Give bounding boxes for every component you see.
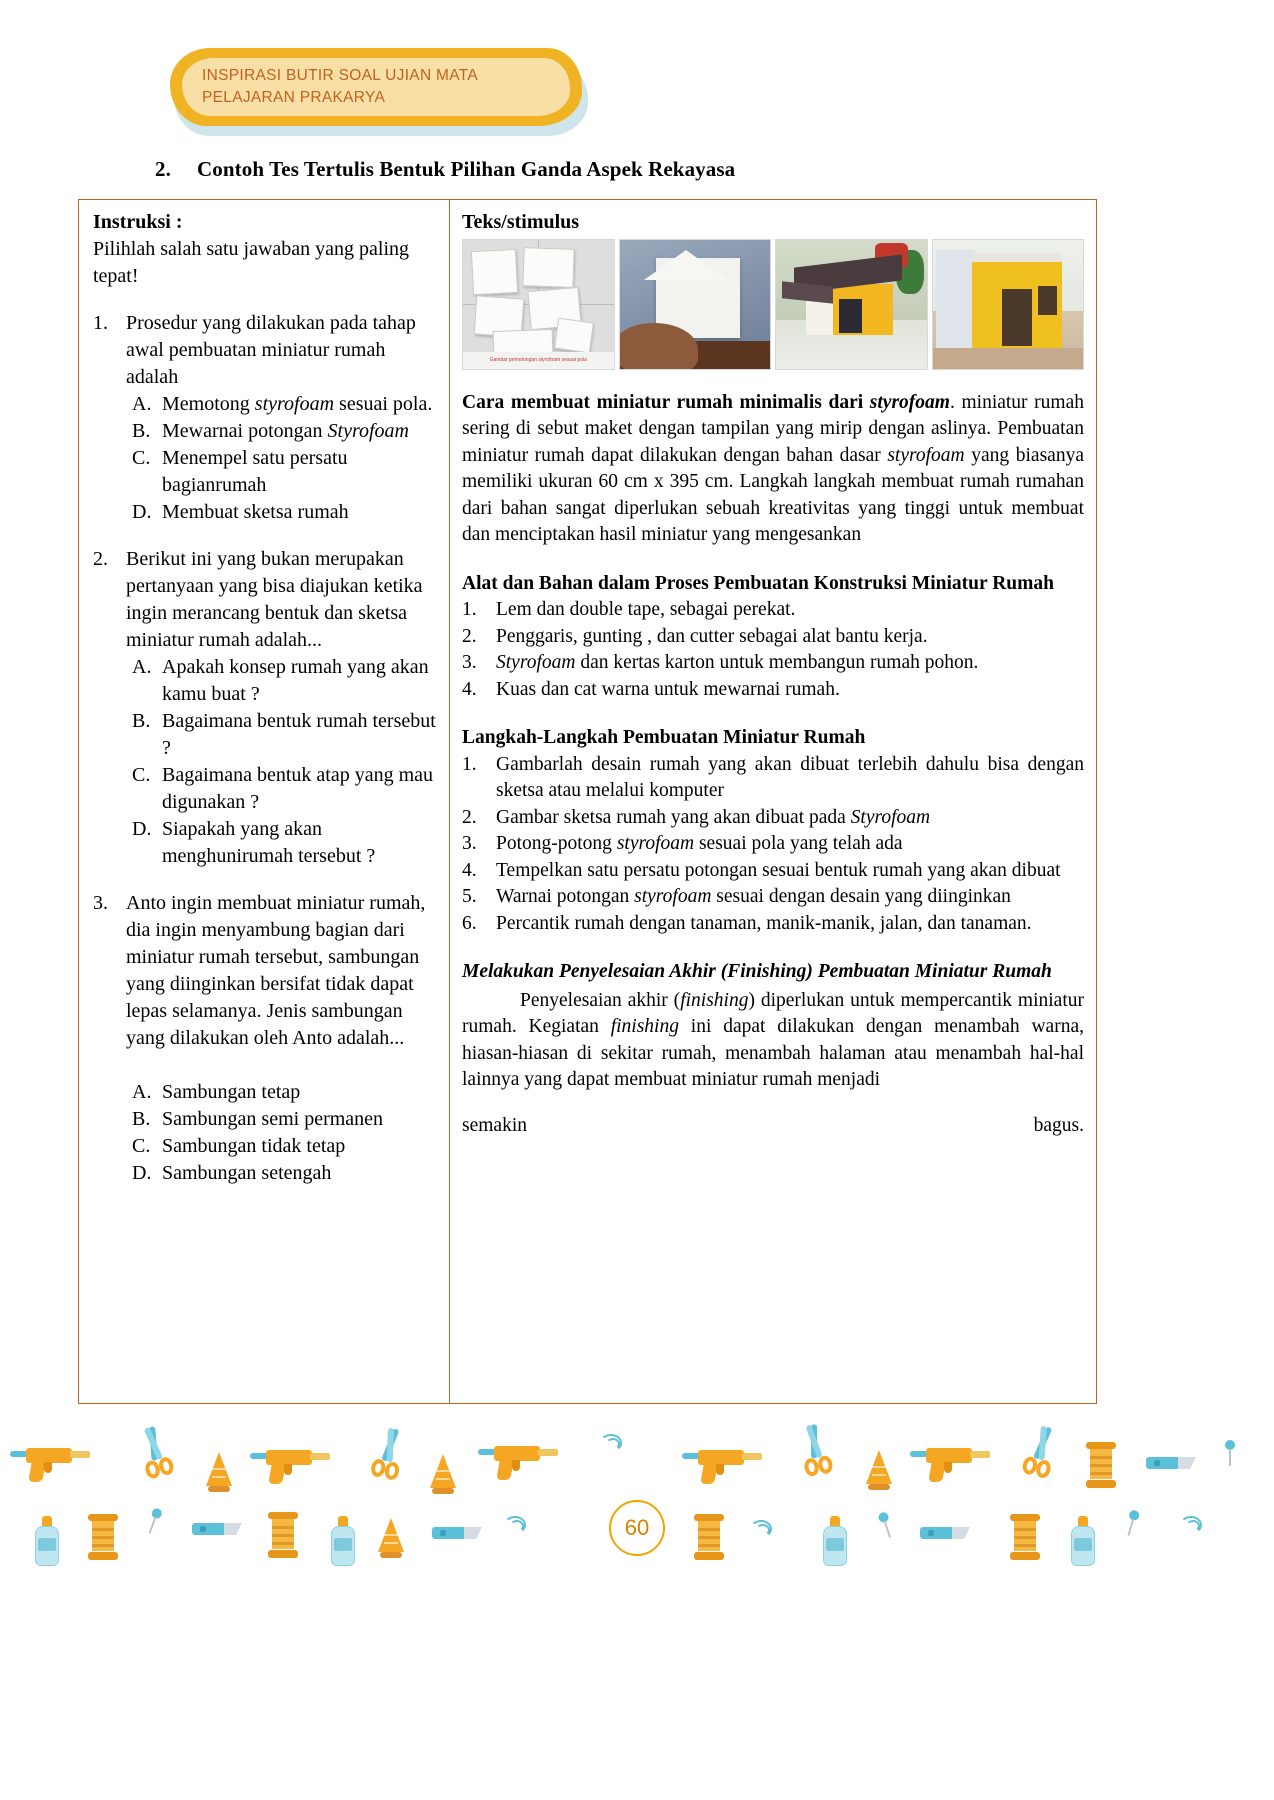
glue-bottle-icon bbox=[330, 1516, 356, 1566]
list-text: Gambarlah desain rumah yang akan dibuat terlebih dahulu bisa dengan sketsa atau melalui komputer bbox=[496, 753, 1084, 801]
option-letter: B. bbox=[132, 1108, 151, 1130]
thread-swirl-icon bbox=[504, 1516, 538, 1540]
cutter-knife-icon bbox=[192, 1520, 242, 1538]
tools-section-heading: Alat dan Bahan dalam Proses Pembuatan Konstruksi Miniatur Rumah bbox=[462, 572, 1054, 594]
scissors-icon bbox=[367, 1425, 412, 1487]
option-item[interactable] bbox=[126, 1079, 440, 1106]
question-item bbox=[93, 310, 440, 526]
question-list bbox=[93, 310, 440, 1187]
painted-miniature-house-photo bbox=[775, 239, 928, 370]
glue-gun-icon bbox=[918, 1442, 990, 1482]
stimulus-intro-paragraph bbox=[462, 390, 1084, 549]
steps-list bbox=[462, 752, 1084, 938]
list-number: 5. bbox=[462, 886, 477, 907]
cutter-knife-icon bbox=[920, 1524, 970, 1542]
list-text: Warnai potongan styrofoam sesuai dengan desain yang diinginkan bbox=[496, 886, 1011, 907]
thread-cone-icon bbox=[378, 1514, 404, 1558]
list-item bbox=[462, 650, 1084, 677]
banner-line-2: PELAJARAN PRAKARYA bbox=[202, 89, 386, 106]
list-text: Penggaris, gunting , dan cutter sebagai alat bantu kerja. bbox=[496, 625, 928, 647]
intro-bold-italic: styrofoam bbox=[869, 391, 950, 413]
option-text: Sambungan tidak tetap bbox=[162, 1135, 346, 1157]
thread-cone-icon bbox=[206, 1448, 232, 1492]
list-number: 2. bbox=[462, 625, 477, 647]
list-item bbox=[462, 752, 1084, 805]
intro-italic-word: styrofoam bbox=[887, 444, 965, 466]
list-number: 1. bbox=[462, 599, 477, 620]
glue-gun-icon bbox=[690, 1444, 762, 1484]
question-number: 3. bbox=[93, 892, 108, 914]
content-table bbox=[78, 199, 1097, 1404]
option-item[interactable] bbox=[126, 1133, 440, 1160]
thread-swirl-icon bbox=[600, 1434, 634, 1458]
option-letter: D. bbox=[132, 1162, 152, 1184]
option-letter: B. bbox=[132, 420, 151, 442]
page-title bbox=[155, 157, 735, 182]
option-list bbox=[126, 391, 440, 526]
glue-gun-icon bbox=[18, 1442, 90, 1482]
photo-caption: Gambar pemotongan styrofoam sesuai pola bbox=[463, 352, 614, 369]
intro-rest: . miniatur rumah sering di sebut maket dengan tampilan yang mirip dengan aslinya. Pembuatan miniatur rumah dapat dilakukan dengan bahan dasar bbox=[462, 391, 1084, 466]
section-number: 2. bbox=[155, 157, 171, 181]
option-item[interactable] bbox=[126, 445, 440, 499]
photo-strip bbox=[462, 239, 1084, 370]
option-text: Sambungan tetap bbox=[162, 1081, 301, 1103]
question-number: 2. bbox=[93, 548, 108, 570]
thread-spool-icon bbox=[88, 1514, 118, 1560]
thread-spool-icon bbox=[694, 1514, 724, 1560]
option-item[interactable] bbox=[126, 762, 440, 816]
cutter-knife-icon bbox=[1146, 1454, 1196, 1472]
thread-spool-icon bbox=[268, 1512, 298, 1558]
option-text: Sambungan setengah bbox=[162, 1162, 332, 1184]
option-text: Bagaimana bentuk rumah tersebut ? bbox=[162, 710, 436, 759]
list-number: 4. bbox=[462, 859, 477, 881]
list-text: Gambar sketsa rumah yang akan dibuat pada Styrofoam bbox=[496, 806, 931, 828]
thread-spool-icon bbox=[1010, 1514, 1040, 1560]
option-text: Sambungan semi permanen bbox=[162, 1108, 384, 1130]
thread-spool-icon bbox=[1086, 1442, 1116, 1488]
thread-cone-icon bbox=[430, 1450, 456, 1494]
option-item[interactable] bbox=[126, 418, 440, 445]
option-text: Mewarnai potongan Styrofoam bbox=[162, 420, 409, 442]
finishing-section-heading: Melakukan Penyelesaian Akhir (Finishing) Pembuatan Miniatur Rumah bbox=[462, 961, 1052, 982]
option-text: Membuat sketsa rumah bbox=[162, 501, 349, 523]
scissors-icon bbox=[1018, 1423, 1065, 1486]
option-item[interactable] bbox=[126, 708, 440, 762]
list-item bbox=[462, 805, 1084, 832]
option-text: Apakah konsep rumah yang akan kamu buat ? bbox=[162, 656, 429, 705]
list-number: 3. bbox=[462, 833, 477, 854]
option-letter: D. bbox=[132, 818, 152, 840]
cutter-knife-icon bbox=[432, 1524, 482, 1542]
yellow-miniature-house-photo bbox=[932, 239, 1085, 370]
intro-rest-2: yang biasanya memiliki ukuran 60 cm x 395 cm. Langkah langkah membuat rumah rumahan dari bahan sangat diperlukan sebuah kreativitas yang tinggi untuk membuat dan menciptakan hasil miniatur yang mengesankan bbox=[462, 444, 1084, 545]
list-item bbox=[462, 624, 1084, 651]
list-number: 4. bbox=[462, 678, 477, 700]
stimulus-heading: Teks/stimulus bbox=[462, 211, 580, 233]
section-title: Contoh Tes Tertulis Bentuk Pilihan Ganda Aspek Rekayasa bbox=[197, 157, 736, 181]
option-letter: A. bbox=[132, 393, 152, 415]
option-spacer bbox=[126, 1052, 440, 1079]
list-item bbox=[462, 911, 1084, 938]
option-letter: C. bbox=[132, 1135, 151, 1157]
option-item[interactable] bbox=[126, 1106, 440, 1133]
option-item[interactable] bbox=[126, 499, 440, 526]
list-item bbox=[462, 858, 1084, 885]
glue-bottle-icon bbox=[1070, 1516, 1096, 1566]
styrofoam-house-in-hand-photo bbox=[619, 239, 772, 370]
list-item bbox=[462, 677, 1084, 704]
page-number: 60 bbox=[609, 1500, 665, 1556]
glue-bottle-icon bbox=[822, 1516, 848, 1566]
question-text: Anto ingin membuat miniatur rumah, dia ingin menyambung bagian dari miniatur rumah tersebut, sambungan yang diinginkan bersifat tidak dapat lepas selamanya. Jenis sambungan yang dilakukan oleh Anto adalah... bbox=[126, 892, 426, 1049]
list-text: Kuas dan cat warna untuk mewarnai rumah. bbox=[496, 678, 840, 700]
option-letter: C. bbox=[132, 764, 151, 786]
finishing-last-line bbox=[462, 1113, 1084, 1140]
option-text: Menempel satu persatu bagianrumah bbox=[162, 447, 348, 496]
tools-list bbox=[462, 597, 1084, 703]
finishing-last-left: semakin bbox=[462, 1115, 527, 1136]
glue-bottle-icon bbox=[34, 1516, 60, 1566]
banner-text bbox=[202, 65, 532, 109]
pin-icon bbox=[1121, 1508, 1144, 1537]
list-number: 3. bbox=[462, 652, 477, 673]
option-letter: A. bbox=[132, 656, 152, 678]
list-number: 6. bbox=[462, 912, 477, 934]
list-number: 2. bbox=[462, 806, 477, 828]
pin-icon bbox=[874, 1510, 897, 1540]
header-banner bbox=[170, 48, 590, 138]
glue-gun-icon bbox=[486, 1440, 558, 1480]
glue-gun-icon bbox=[258, 1444, 330, 1484]
question-text: Berikut ini yang bukan merupakan pertanyaan yang bisa diajukan ketika ingin merancang bentuk dan sketsa miniatur rumah adalah... bbox=[126, 548, 423, 651]
stimulus-column bbox=[450, 200, 1096, 1403]
option-item[interactable] bbox=[126, 816, 440, 870]
option-list bbox=[126, 1079, 440, 1187]
list-item bbox=[462, 597, 1084, 624]
option-letter: D. bbox=[132, 501, 152, 523]
option-letter: B. bbox=[132, 710, 151, 732]
pin-icon bbox=[142, 1506, 166, 1536]
option-list bbox=[126, 654, 440, 870]
list-item bbox=[462, 884, 1084, 911]
instruction-column bbox=[79, 200, 450, 1403]
steps-section-heading: Langkah-Langkah Pembuatan Miniatur Rumah bbox=[462, 727, 866, 748]
footer-decoration-band bbox=[0, 1420, 1274, 1800]
option-letter: A. bbox=[132, 1081, 152, 1103]
pin-icon bbox=[1222, 1440, 1238, 1466]
option-item[interactable] bbox=[126, 1160, 440, 1187]
intro-bold-lead: Cara membuat miniatur rumah minimalis dari bbox=[462, 391, 870, 413]
banner-line-1: INSPIRASI BUTIR SOAL UJIAN MATA bbox=[202, 67, 479, 84]
list-item bbox=[462, 831, 1084, 858]
list-text: Lem dan double tape, sebagai perekat. bbox=[496, 599, 796, 620]
instruction-heading: Instruksi : bbox=[93, 211, 183, 233]
list-text: Tempelkan satu persatu potongan sesuai bentuk rumah yang akan dibuat bbox=[496, 859, 1061, 881]
thread-swirl-icon bbox=[750, 1520, 784, 1544]
option-text: Siapakah yang akan menghunirumah tersebut ? bbox=[162, 818, 376, 867]
scissors-icon bbox=[795, 1421, 838, 1482]
option-letter: C. bbox=[132, 447, 151, 469]
option-item[interactable] bbox=[126, 654, 440, 708]
question-item bbox=[93, 890, 440, 1187]
option-text: Bagaimana bentuk atap yang mau digunakan ? bbox=[162, 764, 434, 813]
question-item bbox=[93, 546, 440, 870]
thread-swirl-icon bbox=[1180, 1516, 1214, 1540]
thread-cone-icon bbox=[866, 1446, 892, 1490]
list-text: Potong-potong styrofoam sesuai pola yang telah ada bbox=[496, 833, 903, 854]
scissors-icon bbox=[134, 1423, 181, 1486]
question-number: 1. bbox=[93, 312, 108, 334]
question-text: Prosedur yang dilakukan pada tahap awal pembuatan miniatur rumah adalah bbox=[126, 312, 416, 388]
list-text: Percantik rumah dengan tanaman, manik-manik, jalan, dan tanaman. bbox=[496, 912, 1032, 934]
finishing-paragraph: Penyelesaian akhir (finishing) diperlukan untuk mempercantik miniatur rumah. Kegiatan finishing ini dapat dilakukan dengan menambah warna, hiasan-hiasan di sekitar rumah, menambah halaman atau menambah hal-hal lainnya yang dapat membuat miniatur rumah menjadi bbox=[462, 989, 1085, 1090]
styrofoam-pieces-photo bbox=[462, 239, 615, 370]
list-number: 1. bbox=[462, 753, 477, 775]
option-text: Memotong styrofoam sesuai pola. bbox=[162, 393, 433, 415]
finishing-last-right: bagus. bbox=[1033, 1115, 1084, 1136]
option-item[interactable] bbox=[126, 391, 440, 418]
list-text: Styrofoam dan kertas karton untuk membangun rumah pohon. bbox=[496, 652, 979, 673]
instruction-text: Pilihlah salah satu jawaban yang paling tepat! bbox=[93, 238, 410, 287]
